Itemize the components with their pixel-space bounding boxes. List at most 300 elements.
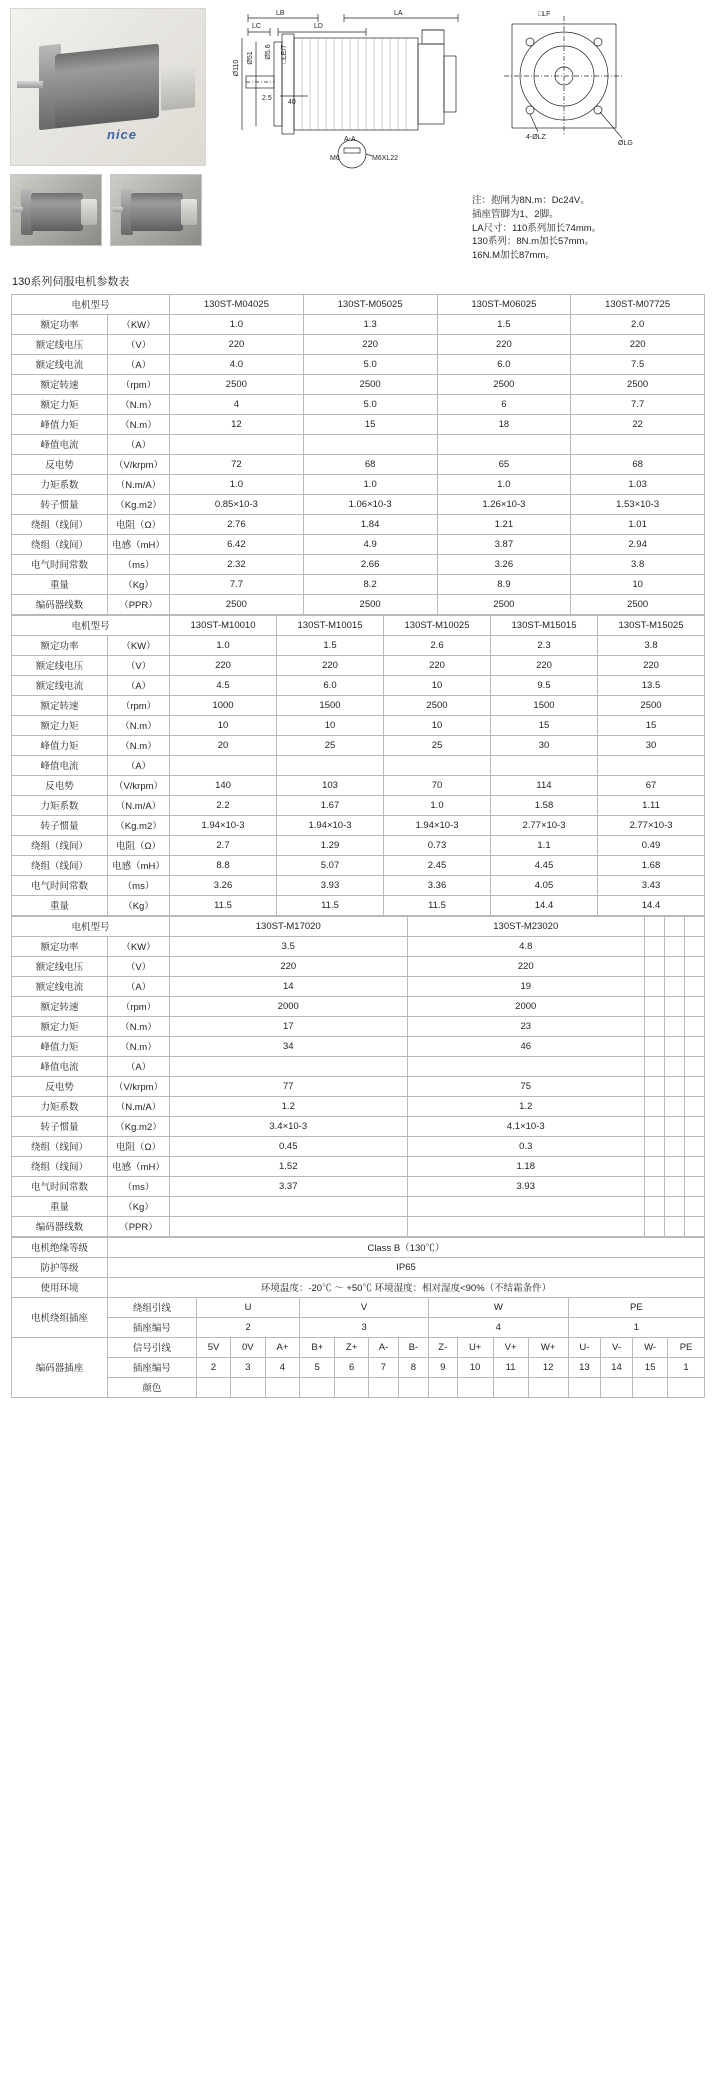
row-label: 额定功率 xyxy=(12,635,108,655)
cell-value: 4.45 xyxy=(491,855,598,875)
model-header-3: 130ST-M15015 xyxy=(491,615,598,635)
svg-text:40: 40 xyxy=(288,99,296,106)
encoder-cell xyxy=(368,1377,398,1397)
svg-text:A-A: A-A xyxy=(344,136,356,143)
row-label-insulation: 电机绝缘等级 xyxy=(12,1237,108,1257)
row-unit: 电阻（Ω） xyxy=(108,835,170,855)
note-line-3: LA尺寸：110系列加长74mm。 xyxy=(472,222,602,234)
encoder-cell: U- xyxy=(568,1337,600,1357)
row-label: 电气时间常数 xyxy=(12,875,108,895)
cell-value: 220 xyxy=(407,956,645,976)
cell-value: 1.06×10-3 xyxy=(303,494,437,514)
cell-value: 1.5 xyxy=(277,635,384,655)
svg-text:□LF: □LF xyxy=(538,11,551,18)
row-label: 额定力矩 xyxy=(12,715,108,735)
encoder-cell: 15 xyxy=(633,1357,668,1377)
row-unit: （PPR） xyxy=(108,594,170,614)
motor-body-shape xyxy=(31,193,83,231)
cell-value: 17 xyxy=(170,1016,408,1036)
empty-cell xyxy=(645,1016,665,1036)
row-unit: （ms） xyxy=(108,1176,170,1196)
empty-cell xyxy=(645,996,665,1016)
row-unit: （N.m） xyxy=(108,1036,170,1056)
row-unit: （V/krpm） xyxy=(108,1076,170,1096)
cell-value xyxy=(170,755,277,775)
empty-cell xyxy=(665,916,685,936)
cell-value: 1.67 xyxy=(277,795,384,815)
cell-value: 3.26 xyxy=(437,554,571,574)
cell-value: 3.36 xyxy=(384,875,491,895)
table-header-row xyxy=(12,615,705,635)
row-unit: （N.m） xyxy=(108,1016,170,1036)
cell-value: 4.05 xyxy=(491,875,598,895)
row-unit: （V） xyxy=(108,334,170,354)
model-header-0: 130ST-M10010 xyxy=(170,615,277,635)
row-unit: （KW） xyxy=(108,936,170,956)
cell-value: 2.94 xyxy=(571,534,705,554)
table-row xyxy=(12,1136,705,1156)
svg-text:ØLG: ØLG xyxy=(618,140,633,147)
table-row xyxy=(12,1196,705,1216)
empty-cell xyxy=(685,1136,705,1156)
cell-value: 7.7 xyxy=(170,574,304,594)
cell-value: 1.18 xyxy=(407,1156,645,1176)
table-row xyxy=(12,895,705,915)
row-label: 额定线电压 xyxy=(12,956,108,976)
row-label-encoder-socket: 编码器插座 xyxy=(12,1337,108,1397)
empty-cell xyxy=(665,1036,685,1056)
cell-value: 68 xyxy=(571,454,705,474)
row-label: 额定转速 xyxy=(12,374,108,394)
cell-value: 1.3 xyxy=(303,314,437,334)
row-unit: （rpm） xyxy=(108,695,170,715)
cell-value: 2000 xyxy=(407,996,645,1016)
row-label: 编码器线数 xyxy=(12,594,108,614)
cell-value: 2.7 xyxy=(170,835,277,855)
cell-value: 1000 xyxy=(170,695,277,715)
encoder-cell: W+ xyxy=(528,1337,568,1357)
row-unit: （A） xyxy=(108,675,170,695)
motor-rear-cap-shape xyxy=(81,199,97,225)
cell-value xyxy=(303,434,437,454)
cell-value: 46 xyxy=(407,1036,645,1056)
winding-number-label: 插座编号 xyxy=(108,1317,197,1337)
cell-value: 0.73 xyxy=(384,835,491,855)
encoder-cell xyxy=(668,1377,705,1397)
cell-value xyxy=(407,1196,645,1216)
motor-body-shape xyxy=(131,193,183,231)
table-row xyxy=(12,1337,705,1357)
row-label: 绕组（线间） xyxy=(12,855,108,875)
table-row xyxy=(12,835,705,855)
cell-value: 15 xyxy=(491,715,598,735)
row-label-winding-socket: 电机绕组插座 xyxy=(12,1297,108,1337)
empty-cell xyxy=(685,936,705,956)
cell-value: 103 xyxy=(277,775,384,795)
row-unit: （Kg） xyxy=(108,895,170,915)
row-unit: （PPR） xyxy=(108,1216,170,1236)
row-unit: （KW） xyxy=(108,314,170,334)
row-label: 重量 xyxy=(12,574,108,594)
cell-value: 114 xyxy=(491,775,598,795)
svg-text:Ø51: Ø51 xyxy=(247,51,254,65)
cell-value: 0.49 xyxy=(598,835,705,855)
cell-value: 1.21 xyxy=(437,514,571,534)
empty-cell xyxy=(645,1196,665,1216)
cell-value: 1.2 xyxy=(170,1096,408,1116)
cell-value: 1.5 xyxy=(437,314,571,334)
cell-value xyxy=(170,434,304,454)
empty-cell xyxy=(645,1116,665,1136)
cell-value: 2500 xyxy=(437,594,571,614)
table-row xyxy=(12,815,705,835)
cell-value: 3.93 xyxy=(277,875,384,895)
encoder-cell: 0V xyxy=(231,1337,265,1357)
row-unit: （rpm） xyxy=(108,374,170,394)
cell-value: 6.42 xyxy=(170,534,304,554)
empty-cell xyxy=(645,936,665,956)
encoder-signal-label: 信号引线 xyxy=(108,1337,197,1357)
table-row xyxy=(12,414,705,434)
table-row xyxy=(12,775,705,795)
encoder-cell xyxy=(493,1377,528,1397)
encoder-cell: V+ xyxy=(493,1337,528,1357)
table-header-row xyxy=(12,916,705,936)
table-row xyxy=(12,635,705,655)
table-row xyxy=(12,936,705,956)
cell-value: 1.03 xyxy=(571,474,705,494)
table-row xyxy=(12,474,705,494)
row-unit: （ms） xyxy=(108,875,170,895)
row-label: 转子惯量 xyxy=(12,815,108,835)
row-unit: （N.m/A） xyxy=(108,1096,170,1116)
encoder-cell: B- xyxy=(398,1337,428,1357)
cell-value xyxy=(407,1056,645,1076)
cell-value: 2.2 xyxy=(170,795,277,815)
note-line-5: 16N.M加长87mm。 xyxy=(472,250,555,262)
table-row xyxy=(12,394,705,414)
row-label: 电气时间常数 xyxy=(12,554,108,574)
drawing-notes xyxy=(226,194,706,263)
cell-value: 75 xyxy=(407,1076,645,1096)
spec-table-1 xyxy=(11,294,705,615)
model-header-4: 130ST-M15025 xyxy=(598,615,705,635)
cell-value: 6.0 xyxy=(437,354,571,374)
page-title: 130系列伺服电机参数表 xyxy=(12,275,130,288)
winding-cell: W xyxy=(428,1297,568,1317)
row-unit: （V） xyxy=(108,655,170,675)
table-row xyxy=(12,534,705,554)
cell-value: 1.0 xyxy=(303,474,437,494)
cell-value: 4.9 xyxy=(303,534,437,554)
row-unit: （N.m） xyxy=(108,394,170,414)
empty-cell xyxy=(665,996,685,1016)
cell-value: 220 xyxy=(384,655,491,675)
table-row xyxy=(12,334,705,354)
row-unit: （Kg） xyxy=(108,1196,170,1216)
row-label: 绕组（线间） xyxy=(12,534,108,554)
brand-logo: nice xyxy=(107,127,138,142)
cell-value: 19 xyxy=(407,976,645,996)
photo-gallery xyxy=(10,8,220,263)
cell-value xyxy=(170,1056,408,1076)
motor-rear-cap-shape xyxy=(161,63,195,111)
table-row xyxy=(12,1277,705,1297)
table-row xyxy=(12,454,705,474)
dimension-drawing xyxy=(220,8,706,263)
row-label: 额定线电压 xyxy=(12,655,108,675)
cell-value: 7.5 xyxy=(571,354,705,374)
cell-value: 2.66 xyxy=(303,554,437,574)
model-header-0: 130ST-M04025 xyxy=(170,294,304,314)
value-insulation: Class B（130℃） xyxy=(108,1237,705,1257)
cell-value: 2000 xyxy=(170,996,408,1016)
encoder-cell: A+ xyxy=(265,1337,300,1357)
row-label: 电气时间常数 xyxy=(12,1176,108,1196)
cell-value: 3.4×10-3 xyxy=(170,1116,408,1136)
cell-value: 1.68 xyxy=(598,855,705,875)
cell-value: 2500 xyxy=(437,374,571,394)
empty-cell xyxy=(685,1016,705,1036)
row-label: 峰值电流 xyxy=(12,1056,108,1076)
cell-value: 1.84 xyxy=(303,514,437,534)
svg-text:LB: LB xyxy=(276,10,285,17)
encoder-cell: 11 xyxy=(493,1357,528,1377)
cell-value: 15 xyxy=(303,414,437,434)
row-label: 绕组（线间） xyxy=(12,835,108,855)
table-row xyxy=(12,1257,705,1277)
empty-cell xyxy=(645,1056,665,1076)
servo-motor-photo-main xyxy=(10,8,206,166)
table-row xyxy=(12,675,705,695)
encoder-cell xyxy=(428,1377,457,1397)
empty-cell xyxy=(685,1036,705,1056)
cell-value: 220 xyxy=(170,655,277,675)
model-header-1: 130ST-M05025 xyxy=(303,294,437,314)
empty-cell xyxy=(665,1136,685,1156)
cell-value xyxy=(491,755,598,775)
empty-cell xyxy=(665,1176,685,1196)
row-unit: （N.m） xyxy=(108,414,170,434)
row-unit: 电阻（Ω） xyxy=(108,514,170,534)
table-row xyxy=(12,855,705,875)
cell-value: 18 xyxy=(437,414,571,434)
row-label: 额定线电压 xyxy=(12,334,108,354)
winding-cell: U xyxy=(196,1297,300,1317)
encoder-cell xyxy=(300,1377,335,1397)
cell-value: 5.07 xyxy=(277,855,384,875)
row-label: 峰值力矩 xyxy=(12,1036,108,1056)
encoder-cell: 9 xyxy=(428,1357,457,1377)
cell-value: 1.52 xyxy=(170,1156,408,1176)
row-unit: （Kg.m2） xyxy=(108,494,170,514)
cell-value: 30 xyxy=(491,735,598,755)
table-row xyxy=(12,755,705,775)
table-row xyxy=(12,514,705,534)
empty-cell xyxy=(665,1116,685,1136)
cell-value xyxy=(407,1216,645,1236)
table-row xyxy=(12,1056,705,1076)
cell-value: 25 xyxy=(384,735,491,755)
cell-value: 6.0 xyxy=(277,675,384,695)
row-unit: （V/krpm） xyxy=(108,454,170,474)
cell-value: 2.6 xyxy=(384,635,491,655)
table-row xyxy=(12,875,705,895)
cell-value: 2.77×10-3 xyxy=(491,815,598,835)
row-label: 重量 xyxy=(12,1196,108,1216)
empty-cell xyxy=(665,1016,685,1036)
empty-cell xyxy=(645,1076,665,1096)
cell-value: 11.5 xyxy=(170,895,277,915)
cell-value: 0.3 xyxy=(407,1136,645,1156)
row-label: 峰值电流 xyxy=(12,755,108,775)
cell-value: 2500 xyxy=(598,695,705,715)
table-row xyxy=(12,434,705,454)
cell-value: 0.45 xyxy=(170,1136,408,1156)
empty-cell xyxy=(685,1076,705,1096)
cell-value: 1500 xyxy=(277,695,384,715)
row-label: 转子惯量 xyxy=(12,1116,108,1136)
cell-value: 1.0 xyxy=(170,474,304,494)
cell-value: 220 xyxy=(571,334,705,354)
empty-cell xyxy=(685,1116,705,1136)
empty-cell xyxy=(685,1196,705,1216)
cell-value: 3.8 xyxy=(571,554,705,574)
svg-text:LC: LC xyxy=(252,23,261,30)
cell-value: 13.5 xyxy=(598,675,705,695)
model-header-2: 130ST-M10025 xyxy=(384,615,491,635)
column-header-model: 电机型号 xyxy=(12,294,170,314)
cell-value: 11.5 xyxy=(277,895,384,915)
cell-value: 3.26 xyxy=(170,875,277,895)
cell-value: 3.8 xyxy=(598,635,705,655)
cell-value: 14 xyxy=(170,976,408,996)
table-row xyxy=(12,1216,705,1236)
cell-value xyxy=(277,755,384,775)
servo-motor-photo-front-flange[interactable] xyxy=(110,174,202,246)
encoder-cell xyxy=(196,1377,230,1397)
row-unit: （N.m/A） xyxy=(108,795,170,815)
cell-value: 2500 xyxy=(303,374,437,394)
empty-cell xyxy=(665,1056,685,1076)
cell-value xyxy=(437,434,571,454)
cell-value: 1.58 xyxy=(491,795,598,815)
cell-value: 2.76 xyxy=(170,514,304,534)
encoder-cell: 6 xyxy=(335,1357,369,1377)
value-environment: 环境温度：-20℃ ～ +50℃ 环境湿度：相对湿度<90%（不结霜条件） xyxy=(108,1277,705,1297)
table-header-row xyxy=(12,294,705,314)
table-row xyxy=(12,1096,705,1116)
motor-rear-cap-shape xyxy=(181,199,197,225)
cell-value: 30 xyxy=(598,735,705,755)
empty-cell xyxy=(685,916,705,936)
empty-cell xyxy=(645,1096,665,1116)
empty-cell xyxy=(665,1156,685,1176)
encoder-cell: 12 xyxy=(528,1357,568,1377)
general-spec-table xyxy=(11,1237,705,1398)
cell-value: 67 xyxy=(598,775,705,795)
row-unit: （A） xyxy=(108,1056,170,1076)
table-row xyxy=(12,374,705,394)
cell-value: 8.2 xyxy=(303,574,437,594)
cell-value xyxy=(384,755,491,775)
cell-value: 2.45 xyxy=(384,855,491,875)
encoder-cell: V- xyxy=(600,1337,632,1357)
row-label: 额定功率 xyxy=(12,314,108,334)
cell-value: 10 xyxy=(571,574,705,594)
row-label: 额定线电流 xyxy=(12,675,108,695)
row-label: 力矩系数 xyxy=(12,1096,108,1116)
encoder-cell xyxy=(568,1377,600,1397)
empty-cell xyxy=(665,1216,685,1236)
cell-value: 1.1 xyxy=(491,835,598,855)
encoder-cell xyxy=(335,1377,369,1397)
row-label: 额定线电流 xyxy=(12,976,108,996)
cell-value: 9.5 xyxy=(491,675,598,695)
cell-value: 0.85×10-3 xyxy=(170,494,304,514)
row-label: 峰值电流 xyxy=(12,434,108,454)
cell-value: 4.5 xyxy=(170,675,277,695)
svg-text:Ø5.6: Ø5.6 xyxy=(265,44,272,60)
row-label: 峰值力矩 xyxy=(12,735,108,755)
row-unit: （A） xyxy=(108,755,170,775)
motor-shaft-shape xyxy=(113,207,123,212)
row-label-environment: 使用环境 xyxy=(12,1277,108,1297)
row-label: 额定转速 xyxy=(12,695,108,715)
svg-text:Ø110: Ø110 xyxy=(233,59,240,77)
cell-value: 1.0 xyxy=(384,795,491,815)
table-row xyxy=(12,695,705,715)
spec-table-3 xyxy=(11,916,705,1237)
dimension-drawing-svg xyxy=(226,8,704,183)
cell-value: 65 xyxy=(437,454,571,474)
cell-value: 3.43 xyxy=(598,875,705,895)
empty-cell xyxy=(645,1136,665,1156)
cell-value: 220 xyxy=(170,334,304,354)
empty-cell xyxy=(665,1096,685,1116)
row-unit: 电感（mH） xyxy=(108,1156,170,1176)
motor-shaft-shape xyxy=(13,207,23,212)
cell-value: 20 xyxy=(170,735,277,755)
cell-value: 3.87 xyxy=(437,534,571,554)
note-line-4: 130系列：8N.m加长57mm。 xyxy=(472,236,594,248)
empty-cell xyxy=(665,1196,685,1216)
encoder-cell: B+ xyxy=(300,1337,335,1357)
encoder-cell: 14 xyxy=(600,1357,632,1377)
row-unit: （A） xyxy=(108,354,170,374)
table-row xyxy=(12,1116,705,1136)
cell-value: 1.0 xyxy=(170,314,304,334)
encoder-cell: 10 xyxy=(457,1357,493,1377)
encoder-cell xyxy=(231,1377,265,1397)
cell-value: 4.0 xyxy=(170,354,304,374)
cell-value: 3.5 xyxy=(170,936,408,956)
encoder-cell: A- xyxy=(368,1337,398,1357)
winding-cell: PE xyxy=(568,1297,704,1317)
table-row xyxy=(12,996,705,1016)
svg-text:□LE/7: □LE/7 xyxy=(281,44,288,64)
row-unit: （rpm） xyxy=(108,996,170,1016)
table-row xyxy=(12,976,705,996)
empty-cell xyxy=(665,936,685,956)
cell-value: 10 xyxy=(384,675,491,695)
row-unit: （V） xyxy=(108,956,170,976)
servo-motor-photo-rear[interactable] xyxy=(10,174,102,246)
cell-value: 3.37 xyxy=(170,1176,408,1196)
table-row xyxy=(12,1317,705,1337)
winding-cell: 2 xyxy=(196,1317,300,1337)
row-label: 额定力矩 xyxy=(12,1016,108,1036)
